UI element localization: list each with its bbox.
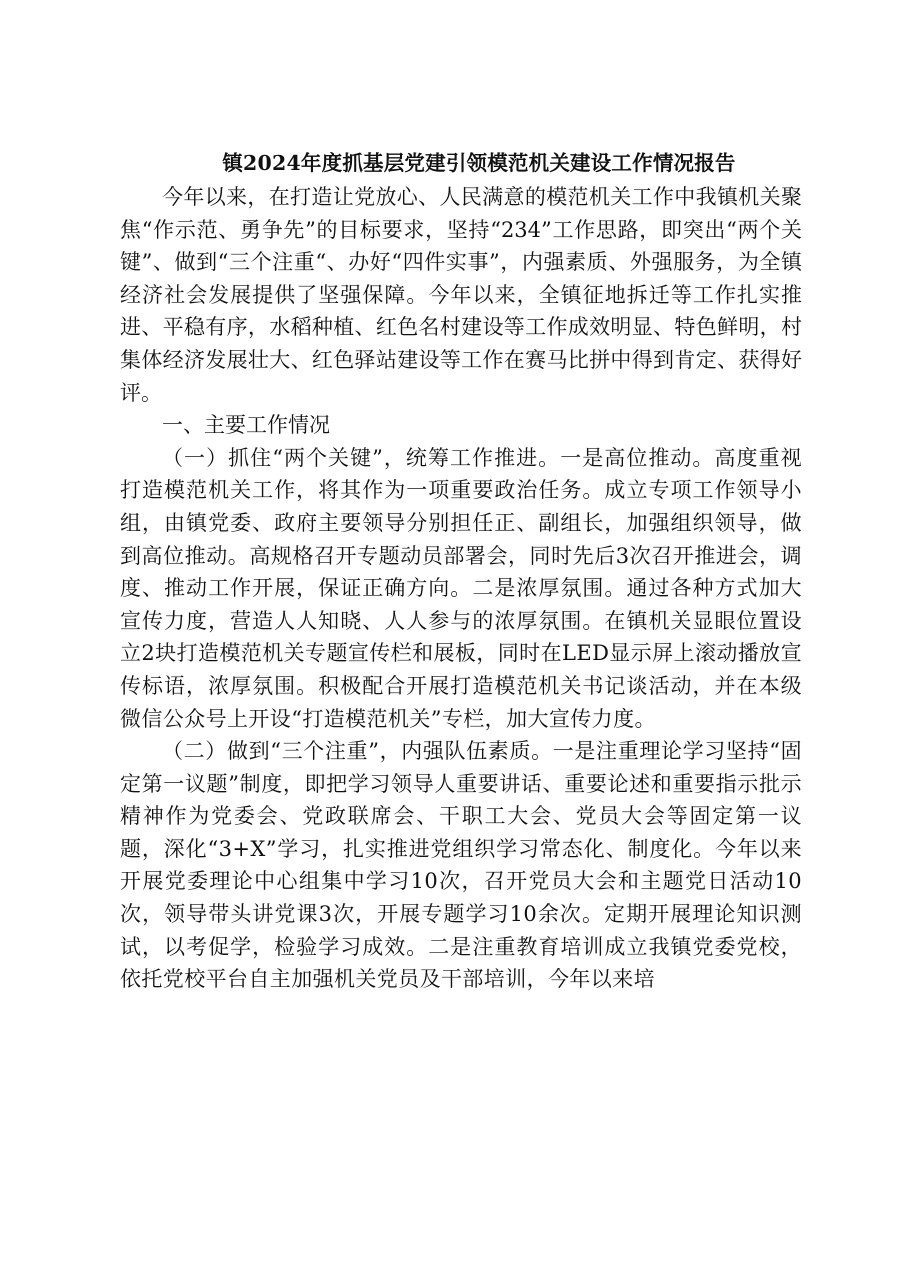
document-body <box>120 145 802 996</box>
intro-paragraph: 今年以来，在打造让党放心、人民满意的模范机关工作中我镇机关聚焦“作示范、勇争先”的目标要求，坚持“234”工作思路，即突出“两个关键”、做到“三个注重“、办好“四件实事”，内强素质、外强服务，为全镇经济社会发展提供了坚强保障。今年以来，全镇征地拆迁等工作扎实推进、平稳有序，水稻种植、红色名村建设等工作成效明显、特色鲜明，村集体经济发展壮大、红色驿站建设等工作在赛马比拼中得到肯定、获得好评。 <box>120 185 802 405</box>
section-heading-main-work: 一、主要工作情况 <box>162 413 330 438</box>
paragraph-three-focuses: （二）做到“三个注重”，内强队伍素质。一是注重理论学习坚持“固定第一议题”制度，即把学习领导人重要讲话、重要论述和重要指示批示精神作为党委会、党政联席会、干职工大会、党员大会等固定第一议题，深化“3+X”学习，扎实推进党组织学习常态化、制度化。今年以来开展党委理论中心组集中学习10次，召开党员大会和主题党日活动10次，领导带头讲党课3次，开展专题学习10余次。定期开展理论知识测试，以考促学，检验学习成效。二是注重教育培训成立我镇党委党校，依托党校平台自主加强机关党员及干部培训，今年以来培 <box>120 739 802 992</box>
paragraph-two-keys: （一）抓住“两个关键”，统筹工作推进。一是高位推动。高度重视打造模范机关工作，将其作为一项重要政治任务。成立专项工作领导小组，由镇党委、政府主要领导分别担任正、副组长，加强组织领导，做到高位推动。高规格召开专题动员部署会，同时先后3次召开推进会，调度、推动工作开展，保证正确方向。二是浓厚氛围。通过各种方式加大宣传力度，营造人人知晓、人人参与的浓厚氛围。在镇机关显眼位置设立2块打造模范机关专题宣传栏和展板，同时在LED显示屏上滚动播放宣传标语，浓厚氛围。积极配合开展打造模范机关书记谈活动，并在本级微信公众号上开设“打造模范机关”专栏，加大宣传力度。 <box>120 445 802 731</box>
document-title: 镇2024年度抓基层党建引领模范机关建设工作情况报告 <box>222 151 736 175</box>
